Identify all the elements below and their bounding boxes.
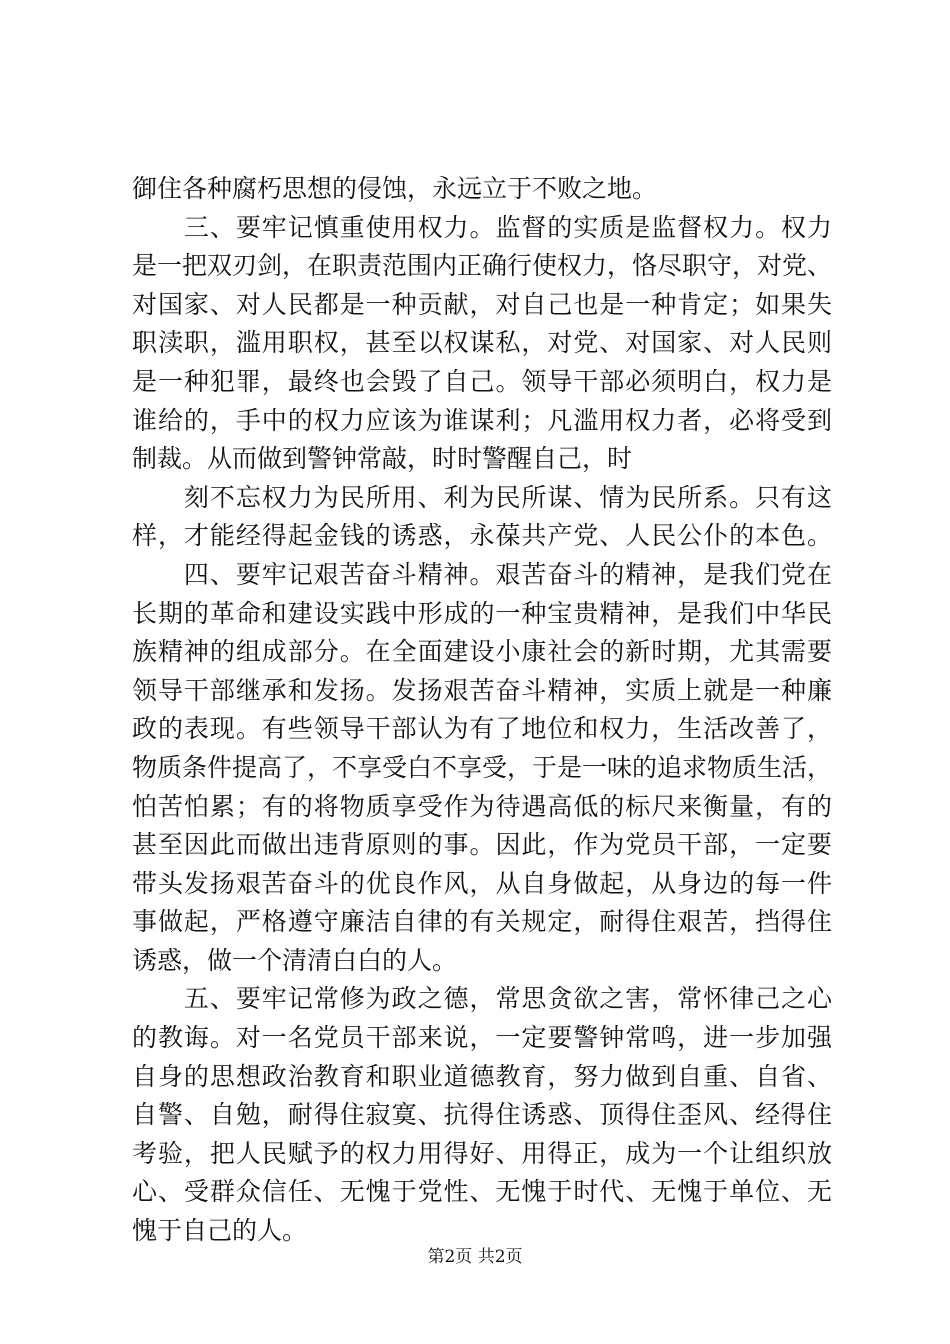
text-line: 物质条件提高了，不享受白不享受，于是一味的追求物质生活， — [132, 752, 833, 782]
text-line: 甚至因此而做出违背原则的事。因此，作为党员干部，一定要 — [132, 830, 832, 860]
text-line: 愧于自己的人。 — [132, 1216, 308, 1246]
text-line: 怕苦怕累；有的将物质享受作为待遇高低的标尺来衡量，有的 — [132, 791, 832, 821]
text-line: 自身的思想政治教育和职业道德教育，努力做到自重、自省、 — [132, 1061, 832, 1091]
text-line: 对国家、对人民都是一种贡献，对自己也是一种肯定；如果失 — [132, 289, 832, 319]
text-line: 制裁。从而做到警钟常敲，时时警醒自己，时 — [132, 444, 633, 474]
text-line: 是一把双刃剑，在职责范围内正确行使权力，恪尽职守，对党、 — [132, 251, 833, 281]
text-line: 样，才能经得起金钱的诱惑，永葆共产党、人民公仆的本色。 — [132, 521, 832, 551]
text-line: 心、受群众信任、无愧于党性、无愧于时代、无愧于单位、无 — [132, 1177, 832, 1207]
document-body — [132, 170, 832, 1251]
text-line: 四、要牢记艰苦奋斗精神。艰苦奋斗的精神，是我们党在 — [132, 559, 832, 589]
text-line: 御住各种腐朽思想的侵蚀，永远立于不败之地。 — [132, 174, 658, 203]
text-line: 政的表现。有些领导干部认为有了地位和权力，生活改善了， — [132, 714, 832, 744]
text-line: 自警、自勉，耐得住寂寞、抗得住诱惑、顶得住歪风、经得住 — [132, 1100, 832, 1130]
text-line: 刻不忘权力为民所用、利为民所谋、情为民所系。只有这 — [132, 482, 832, 512]
text-line: 职渎职，滥用职权，甚至以权谋私，对党、对国家、对人民则 — [132, 328, 832, 358]
text-line: 三、要牢记慎重使用权力。监督的实质是监督权力。权力 — [132, 212, 832, 242]
text-line: 五、要牢记常修为政之德，常思贪欲之害，常怀律己之心 — [132, 984, 832, 1014]
text-line: 的教诲。对一名党员干部来说，一定要警钟常鸣，进一步加强 — [132, 1023, 832, 1053]
text-line: 长期的革命和建设实践中形成的一种宝贵精神，是我们中华民 — [132, 598, 832, 628]
page-footer: 第2页 共2页 — [427, 1247, 523, 1267]
text-line: 带头发扬艰苦奋斗的优良作风，从自身做起，从身边的每一件 — [132, 868, 832, 898]
text-line: 谁给的，手中的权力应该为谁谋利；凡滥用权力者，必将受到 — [132, 405, 832, 435]
text-line: 考验，把人民赋予的权力用得好、用得正，成为一个让组织放 — [132, 1138, 832, 1168]
text-line: 诱惑，做一个清清白白的人。 — [132, 945, 458, 975]
text-line: 事做起，严格遵守廉洁自律的有关规定，耐得住艰苦，挡得住 — [132, 907, 832, 937]
text-line: 是一种犯罪，最终也会毁了自己。领导干部必须明白，权力是 — [132, 366, 832, 396]
text-line: 领导干部继承和发扬。发扬艰苦奋斗精神，实质上就是一种廉 — [132, 675, 832, 705]
text-line: 族精神的组成部分。在全面建设小康社会的新时期，尤其需要 — [132, 637, 832, 667]
